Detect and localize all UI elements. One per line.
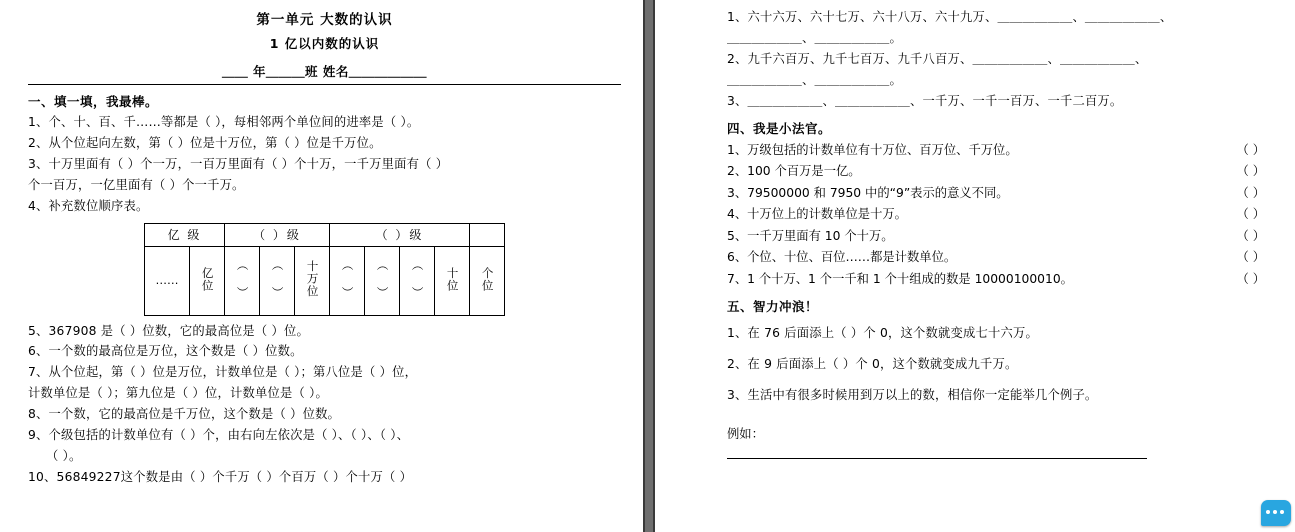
page-right-content — [655, 0, 1295, 459]
example-label: 例如： — [727, 426, 764, 441]
table-cell: （ ） — [365, 246, 400, 315]
question-item: 7、从个位起，第（ ）位是万位，计数单位是（ ）；第八位是（ ）位， — [28, 365, 418, 380]
question-item: 2、从个位起向左数，第（ ）位是十万位，第（ ）位是千万位。 — [28, 135, 382, 150]
judge-item — [727, 247, 1265, 269]
table-cell: 十万位 — [295, 246, 330, 315]
judge-item-answer-box[interactable]: （ ） — [1236, 250, 1265, 265]
student-name-line: ＿＿ 年＿＿＿班 姓名＿＿＿＿＿＿ — [222, 64, 427, 79]
judge-item-answer-box[interactable]: （ ） — [1236, 164, 1265, 179]
challenge-item: 3、生活中有很多时候用到万以上的数，相信你一定能举几个例子。 — [727, 387, 1098, 402]
judge-item-answer-box[interactable]: （ ） — [1236, 271, 1265, 286]
question-continuation: 个一百万，一亿里面有（ ）个一千万。 — [28, 177, 245, 192]
worksheet-page-right — [653, 0, 1295, 532]
question-item: 5、367908 是（ ）位数，它的最高位是（ ）位。 — [28, 323, 309, 338]
page-title: 第一单元 大数的认识 — [256, 12, 393, 28]
judge-item-text: 5、一千万里面有 10 个十万。 — [727, 228, 894, 243]
challenge-item: 2、在 9 后面添上（ ）个 0，这个数就变成九千万。 — [727, 357, 1018, 372]
judge-item — [727, 204, 1265, 226]
question-item: 6、一个数的最高位是万位，这个数是（ ）位数。 — [28, 344, 303, 359]
table-cell-dots: …… — [145, 246, 190, 315]
judge-item — [727, 269, 1265, 291]
section-heading-judge: 四、我是小法官。 — [727, 120, 832, 136]
question-continuation: ＿＿＿＿＿＿、＿＿＿＿＿＿。 — [727, 30, 902, 45]
judge-item-text: 4、十万位上的计数单位是十万。 — [727, 207, 907, 222]
judge-item — [727, 140, 1265, 162]
table-cell: 个位 — [470, 246, 505, 315]
challenge-item: 1、在 76 后面添上（ ）个 0，这个数就变成七十六万。 — [727, 326, 1038, 341]
question-item: 3、十万里面有（ ）个一万，一百万里面有（ ）个十万，一千万里面有（ ） — [28, 156, 449, 171]
question-item: 10、56849227这个数是由（ ）个千万（ ）个百万（ ）个十万（ ） — [28, 469, 413, 484]
answer-write-line[interactable] — [727, 458, 1147, 459]
question-continuation: （ ）。 — [46, 448, 82, 463]
table-row — [145, 223, 505, 246]
question-item: 1、六十六万、六十七万、六十八万、六十九万、＿＿＿＿＿＿、＿＿＿＿＿＿、 — [727, 10, 1173, 24]
table-cell: （ ） — [260, 246, 295, 315]
table-header-cell: （ ）级 — [225, 223, 330, 246]
judge-item — [727, 161, 1265, 183]
table-header-cell: （ ）级 — [330, 223, 470, 246]
judge-item — [727, 183, 1265, 205]
table-cell: （ ） — [330, 246, 365, 315]
page-subtitle: 1 亿以内数的认识 — [269, 36, 380, 51]
digit-order-table-wrapper — [28, 223, 621, 316]
question-continuation: 计数单位是（ ）；第九位是（ ）位，计数单位是（ ）。 — [28, 386, 328, 401]
question-item: 9、个级包括的计数单位有（ ）个，由右向左依次是（ ）、（ ）、（ ）、 — [28, 428, 410, 443]
judge-item-text: 1、万级包括的计数单位有十万位、百万位、千万位。 — [727, 142, 1018, 157]
section-heading-fill-in: 一、填一填，我最棒。 — [28, 94, 159, 109]
chat-bubble-dots — [1266, 510, 1284, 514]
question-item: 2、九千六百万、九千七百万、九千八百万、＿＿＿＿＿＿、＿＿＿＿＿＿、 — [727, 51, 1148, 66]
table-cell: （ ） — [225, 246, 260, 315]
table-cell: 亿位 — [190, 246, 225, 315]
table-cell: （ ） — [400, 246, 435, 315]
judge-item-answer-box[interactable]: （ ） — [1236, 207, 1265, 222]
judge-item-text: 2、100 个百万是一亿。 — [727, 164, 861, 179]
judge-item — [727, 226, 1265, 248]
judge-item-text: 7、1 个十万、1 个一千和 1 个十组成的数是 10000100010。 — [727, 271, 1073, 286]
table-row — [145, 246, 505, 315]
judge-item-answer-box[interactable]: （ ） — [1236, 185, 1265, 200]
page-left-content — [0, 0, 643, 488]
judge-item-text: 3、79500000 和 7950 中的“9”表示的意义不同。 — [727, 185, 1009, 200]
judge-item-answer-box[interactable]: （ ） — [1236, 228, 1265, 243]
chat-bubble-icon[interactable] — [1261, 500, 1291, 526]
question-continuation: ＿＿＿＿＿＿、＿＿＿＿＿＿。 — [727, 72, 902, 87]
question-item: 1、个、十、百、千……等都是（ ），每相邻两个单位间的进率是（ ）。 — [28, 115, 420, 129]
judge-item-answer-box[interactable]: （ ） — [1236, 142, 1265, 157]
judge-item-text: 6、个位、十位、百位……都是计数单位。 — [727, 250, 957, 265]
question-item: 8、一个数，它的最高位是千万位，这个数是（ ）位数。 — [28, 407, 341, 422]
question-item: 4、补充数位顺序表。 — [28, 198, 149, 213]
digit-order-table — [144, 223, 505, 316]
table-cell: 十位 — [435, 246, 470, 315]
question-item: 3、＿＿＿＿＿＿、＿＿＿＿＿＿、一千万、一千一百万、一千二百万。 — [727, 93, 1123, 108]
table-header-cell: 亿 级 — [145, 223, 225, 246]
worksheet-page-left — [0, 0, 645, 532]
title-divider — [28, 84, 621, 85]
section-heading-challenge: 五、智力冲浪！ — [727, 299, 819, 315]
